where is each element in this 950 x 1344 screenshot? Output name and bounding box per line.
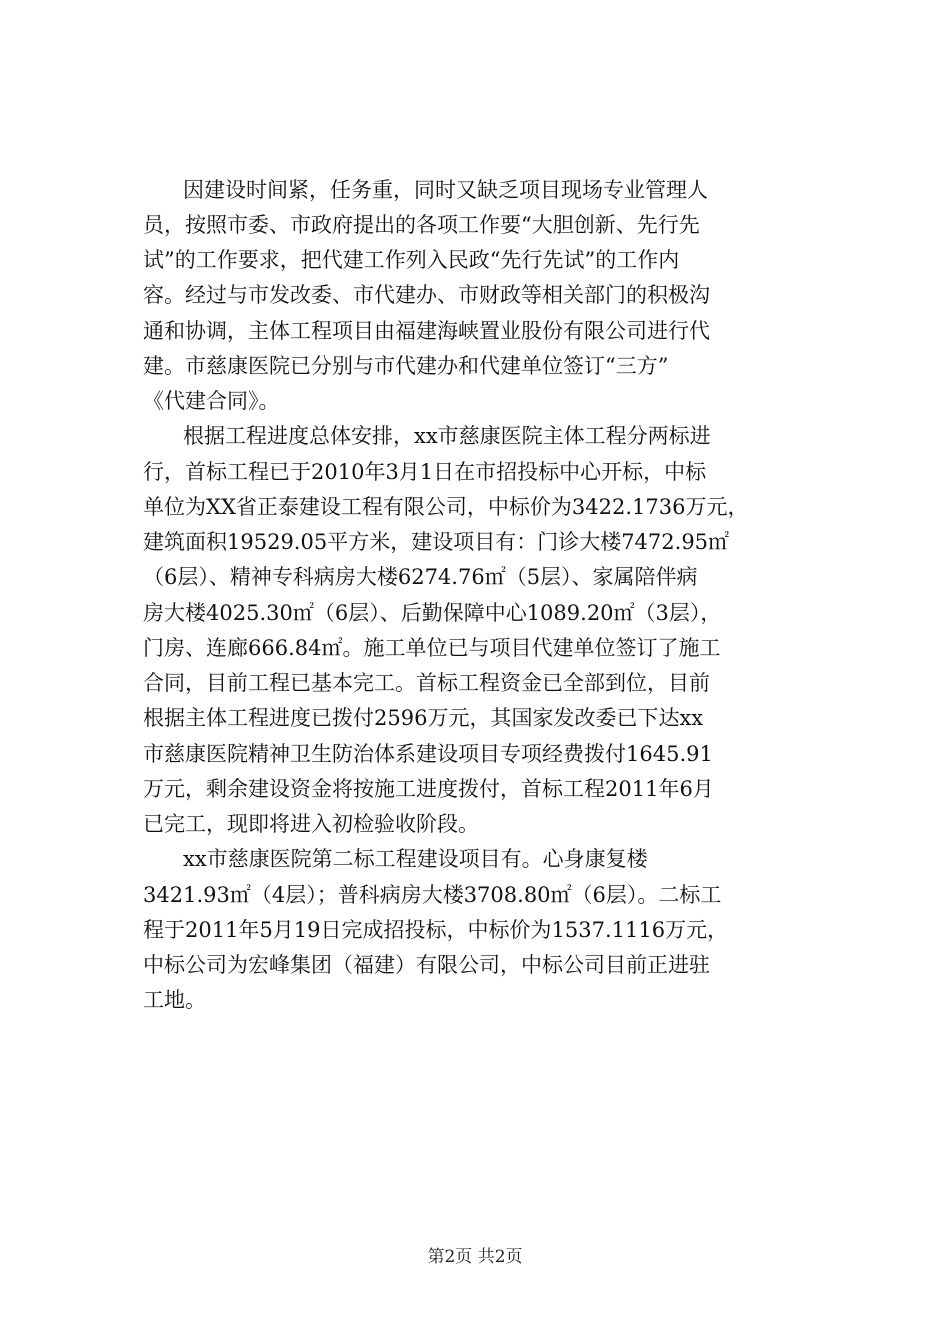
body-text-line: 房大楼4025.30㎡（6层）、后勤保障中心1089.20㎡（3层）， — [143, 601, 722, 625]
body-text-line: 因建设时间紧，任务重，同时又缺乏项目现场专业管理人 — [183, 178, 708, 202]
body-text-line: 已完工，现即将进入初检验收阶段。 — [143, 812, 479, 836]
body-text-line: （6层）、精神专科病房大楼6274.76㎡（5层）、家属陪伴病 — [143, 565, 698, 589]
body-text-line: 单位为XX省正泰建设工程有限公司，中标价为3422.1736万元， — [143, 495, 749, 519]
body-text-line: 容。经过与市发改委、市代建办、市财政等相关部门的积极沟 — [143, 283, 710, 307]
body-text-line: 试”的工作要求，把代建工作列入民政“先行先试”的工作内 — [143, 248, 680, 272]
body-text-line: 合同，目前工程已基本完工。首标工程资金已全部到位，目前 — [143, 671, 710, 695]
body-text-line: 万元，剩余建设资金将按施工进度拨付，首标工程2011年6月 — [143, 777, 714, 801]
body-text-line: 市慈康医院精神卫生防治体系建设项目专项经费拨付1645.91 — [143, 742, 713, 766]
body-text-line: 《代建合同》。 — [143, 389, 280, 413]
body-text-line: 门房、连廊666.84㎡。施工单位已与项目代建单位签订了施工 — [143, 636, 721, 660]
body-text-line: 根据工程进度总体安排，xx市慈康医院主体工程分两标进 — [183, 424, 711, 448]
body-text-line: xx市慈康医院第二标工程建设项目有。心身康复楼 — [183, 847, 648, 871]
body-text-line: 根据主体工程进度已拨付2596万元，其国家发改委已下达xx — [143, 706, 704, 730]
page-number-footer: 第2页 共2页 — [427, 1247, 523, 1267]
body-text-line: 3421.93㎡（4层）；普科病房大楼3708.80㎡（6层）。二标工 — [143, 883, 722, 907]
body-text-line: 员，按照市委、市政府提出的各项工作要“大胆创新、先行先 — [143, 213, 700, 237]
body-text-line: 程于2011年5月19日完成招投标，中标价为1537.1116万元， — [143, 918, 729, 942]
body-text-line: 中标公司为宏峰集团（福建）有限公司，中标公司目前正进驻 — [143, 953, 710, 977]
body-text-line: 工地。 — [143, 988, 206, 1012]
body-text-line: 通和协调，主体工程项目由福建海峡置业股份有限公司进行代 — [143, 319, 710, 343]
body-text-line: 建。市慈康医院已分别与市代建办和代建单位签订“三方” — [143, 354, 669, 378]
body-text-line: 建筑面积19529.05平方米，建设项目有：门诊大楼7472.95㎡ — [143, 530, 730, 554]
body-text-line: 行，首标工程已于2010年3月1日在市招投标中心开标，中标 — [143, 460, 707, 484]
